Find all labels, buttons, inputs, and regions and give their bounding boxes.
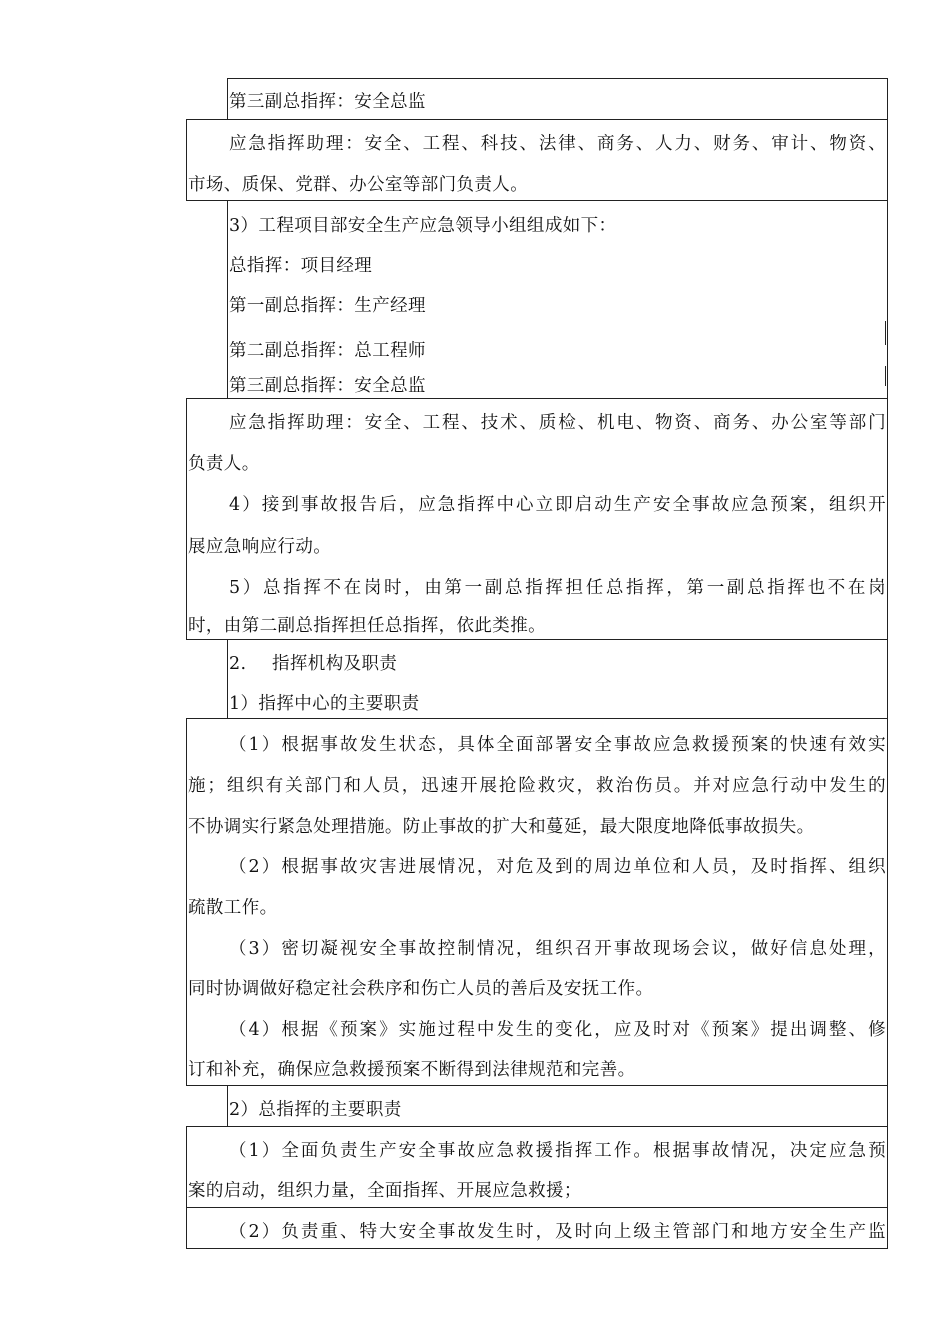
- block-project-team-left-border: [227, 200, 228, 399]
- block-section-heading-left-border: [227, 639, 228, 719]
- text-line: 展应急响应行动。: [188, 537, 332, 557]
- text-line: 3）工程项目部安全生产应急领导小组组成如下：: [229, 216, 617, 236]
- section-number: 2.: [229, 654, 247, 674]
- text-line: 5）总指挥不在岗时，由第一副总指挥担任总指挥，第一副总指挥也不在岗: [229, 578, 886, 598]
- text-line: 应急指挥助理：安全、工程、科技、法律、商务、人力、财务、审计、物资、: [229, 134, 886, 154]
- text-line: 第三副总指挥：安全总监: [229, 92, 426, 112]
- text-line: 市场、质保、党群、办公室等部门负责人。: [188, 175, 529, 195]
- block-section-heading-right-border: [887, 639, 888, 719]
- section-title: 指挥机构及职责: [272, 654, 398, 674]
- text-line: （1）根据事故发生状态，具体全面部署安全事故应急救援预案的快速有效实: [229, 735, 886, 755]
- text-line: （1）全面负责生产安全事故应急救援指挥工作。根据事故情况，决定应急预: [229, 1141, 886, 1161]
- text-line: 时，由第二副总指挥担任总指挥，依此类推。: [188, 616, 546, 636]
- text-line: 施；组织有关部门和人员，迅速开展抢险救灾，救治伤员。并对应急行动中发生的: [188, 776, 886, 796]
- text-line: 第二副总指挥：总工程师: [229, 341, 426, 361]
- text-line: （4）根据《预案》实施过程中发生的变化，应及时对《预案》提出调整、修: [229, 1020, 886, 1040]
- border-mark: [885, 321, 886, 345]
- text-line: 4）接到事故报告后，应急指挥中心立即启动生产安全事故应急预案，组织开: [229, 495, 886, 515]
- block-project-team-right-border: [887, 200, 888, 399]
- text-line: 应急指挥助理：安全、工程、技术、质检、机电、物资、商务、办公室等部门: [229, 413, 886, 433]
- text-line: （2）根据事故灾害进展情况，对危及到的周边单位和人员，及时指挥、组织: [229, 857, 886, 877]
- subsection-heading: 2）总指挥的主要职责: [229, 1100, 402, 1120]
- text-line: 订和补充，确保应急救援预案不断得到法律规范和完善。: [188, 1060, 636, 1080]
- text-line: 同时协调做好稳定社会秩序和伤亡人员的善后及安抚工作。: [188, 979, 654, 999]
- text-line: 负责人。: [188, 454, 260, 474]
- subsection-heading: 1）指挥中心的主要职责: [229, 694, 420, 714]
- text-line: 总指挥：项目经理: [229, 256, 373, 276]
- text-line: 案的启动，组织力量，全面指挥、开展应急救援；: [188, 1181, 582, 1201]
- text-line: 疏散工作。: [188, 898, 278, 918]
- text-line: （3）密切凝视安全事故控制情况，组织召开事故现场会议，做好信息处理，: [229, 939, 886, 959]
- text-line: 第一副总指挥：生产经理: [229, 296, 426, 316]
- text-line: （2）负责重、特大安全事故发生时，及时向上级主管部门和地方安全生产监: [229, 1222, 886, 1242]
- border-mark: [885, 366, 886, 386]
- text-line: 第三副总指挥：安全总监: [229, 376, 426, 396]
- text-line: 不协调实行紧急处理措施。防止事故的扩大和蔓延，最大限度地降低事故损失。: [188, 817, 815, 837]
